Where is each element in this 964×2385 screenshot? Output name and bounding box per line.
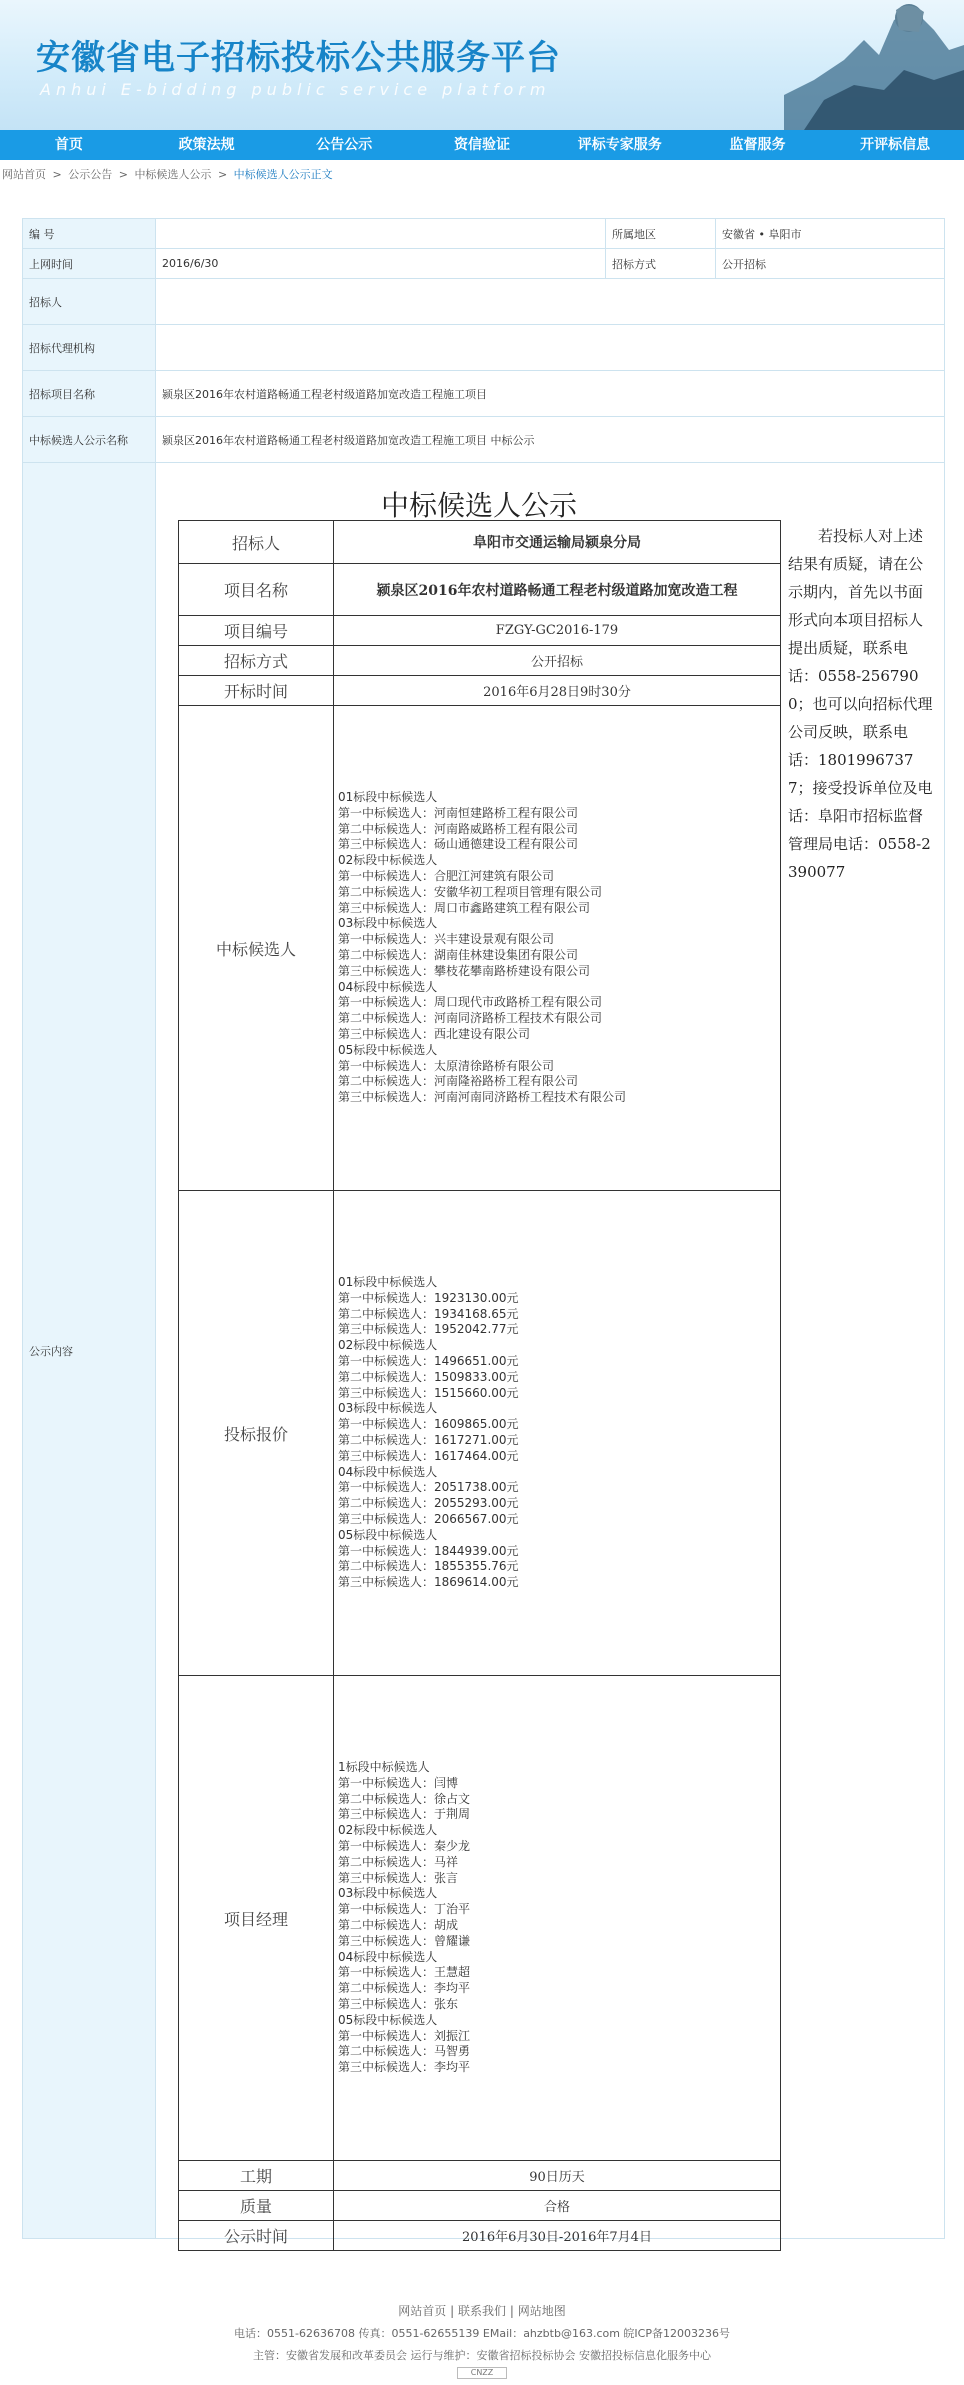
list-line: 第二中标候选人：徐占文 bbox=[338, 1791, 471, 1806]
list-line: 第一中标候选人：2051738.00元 bbox=[338, 1480, 519, 1495]
mountain-banner-image bbox=[784, 0, 964, 130]
footer-links bbox=[0, 2282, 964, 2319]
candidates-row-label: 中标候选人 bbox=[179, 706, 334, 1191]
notice-label: 中标候选人公示名称 bbox=[23, 417, 156, 463]
tenderer-label: 招标人 bbox=[23, 279, 156, 325]
list-line: 第二中标候选人：1934168.65元 bbox=[338, 1306, 519, 1321]
method-label: 招标方式 bbox=[606, 249, 716, 279]
lot-heading: 04标段中标候选人 bbox=[338, 1464, 438, 1479]
lot-heading: 03标段中标候选人 bbox=[338, 1886, 438, 1901]
code-row-value: FZGY-GC2016-179 bbox=[334, 616, 781, 646]
lot-heading: 03标段中标候选人 bbox=[338, 1401, 438, 1416]
stats-badge-icon[interactable]: CNZZ bbox=[457, 2367, 507, 2379]
list-line: 第三中标候选人：1952042.77元 bbox=[338, 1322, 519, 1337]
project-label: 招标项目名称 bbox=[23, 371, 156, 417]
nav-home[interactable]: 首页 bbox=[54, 137, 83, 153]
list-line: 第三中标候选人：2066567.00元 bbox=[338, 1511, 519, 1526]
footer-link-contact[interactable]: 联系我们 bbox=[457, 2304, 506, 2318]
site-subtitle: Anhui E-bidding public service platform bbox=[40, 80, 551, 99]
tenderer-row-value: 阜阳市交通运输局颍泉分局 bbox=[334, 521, 781, 564]
date-value: 2016/6/30 bbox=[156, 249, 606, 279]
nav-credit[interactable]: 资信验证 bbox=[454, 137, 511, 153]
prices-row-label: 投标报价 bbox=[179, 1191, 334, 1676]
project-row-label: 项目名称 bbox=[179, 564, 334, 616]
list-line: 第一中标候选人：1496651.00元 bbox=[338, 1354, 519, 1369]
list-line: 第一中标候选人：王慧超 bbox=[338, 1965, 471, 1980]
nav-experts[interactable]: 评标专家服务 bbox=[577, 137, 662, 153]
list-line: 第二中标候选人：2055293.00元 bbox=[338, 1496, 519, 1511]
lot-heading: 1标段中标候选人 bbox=[338, 1760, 430, 1775]
quality-row-value: 合格 bbox=[334, 2191, 781, 2221]
breadcrumb-sep: > bbox=[52, 168, 62, 181]
list-line: 第二中标候选人：马智勇 bbox=[338, 2044, 471, 2059]
list-line: 第一中标候选人：刘振江 bbox=[338, 2028, 471, 2043]
region-value: 安徽省 • 阜阳市 bbox=[716, 219, 945, 249]
list-line: 第一中标候选人：闫博 bbox=[338, 1775, 459, 1790]
lot-heading: 02标段中标候选人 bbox=[338, 1823, 438, 1838]
number-value bbox=[156, 219, 606, 249]
footer-link-sitemap[interactable]: 网站地图 bbox=[517, 2304, 566, 2318]
list-line: 第三中标候选人：于荆周 bbox=[338, 1807, 471, 1822]
list-line: 第二中标候选人：河南路威路桥工程有限公司 bbox=[338, 821, 579, 836]
list-line: 第二中标候选人：湖南佳林建设集团有限公司 bbox=[338, 948, 579, 962]
nav-bidding-info[interactable]: 开评标信息 bbox=[860, 137, 931, 153]
breadcrumb-sep: > bbox=[217, 168, 228, 181]
list-line: 第三中标候选人：张东 bbox=[338, 1996, 459, 2011]
footer-link-home[interactable]: 网站首页 bbox=[398, 2304, 447, 2318]
list-line: 第二中标候选人：马祥 bbox=[338, 1854, 459, 1869]
quality-row-label: 质量 bbox=[179, 2191, 334, 2221]
lot-heading: 01标段中标候选人 bbox=[338, 1275, 438, 1290]
list-line: 第一中标候选人：兴丰建设景观有限公司 bbox=[338, 932, 555, 947]
managers-list bbox=[334, 1676, 781, 2161]
list-line: 第一中标候选人：合肥江河建筑有限公司 bbox=[338, 869, 555, 884]
candidates-list bbox=[334, 706, 781, 1191]
managers-row-label: 项目经理 bbox=[179, 1676, 334, 2161]
site-header bbox=[0, 0, 964, 130]
region-label: 所属地区 bbox=[606, 219, 716, 249]
content-label: 公示内容 bbox=[23, 463, 156, 2239]
lot-heading: 05标段中标候选人 bbox=[338, 2012, 438, 2027]
list-line: 第一中标候选人：丁治平 bbox=[338, 1902, 471, 1917]
announcement-title: 中标候选人公示 bbox=[380, 489, 577, 522]
footer-sponsor: 主管：安徽省发展和改革委员会 运行与维护：安徽省招标投标协会 安徽招投标信息化服务中心 bbox=[253, 2349, 711, 2362]
list-line: 第一中标候选人：1844939.00元 bbox=[338, 1543, 519, 1558]
breadcrumb-sep: > bbox=[118, 168, 128, 181]
prices-list bbox=[334, 1191, 781, 1676]
project-row-value: 颍泉区2016年农村道路畅通工程老村级道路加宽改造工程 bbox=[334, 564, 781, 616]
list-line: 第三中标候选人：砀山通德建设工程有限公司 bbox=[338, 837, 579, 852]
list-line: 第二中标候选人：1855355.76元 bbox=[338, 1559, 519, 1574]
list-line: 第三中标候选人：河南河南同济路桥工程技术有限公司 bbox=[338, 1090, 627, 1105]
list-line: 第二中标候选人：1509833.00元 bbox=[338, 1369, 519, 1384]
footer-contact: 电话：0551-62636708 传真：0551-62655139 EMail：ahzbtb@163.com 皖ICP备12003236号 bbox=[234, 2327, 730, 2340]
lot-heading: 05标段中标候选人 bbox=[338, 1042, 438, 1057]
list-line: 第二中标候选人：河南同济路桥工程技术有限公司 bbox=[338, 1011, 603, 1026]
site-footer bbox=[0, 2282, 964, 2385]
list-line: 第三中标候选人：李均平 bbox=[338, 2060, 471, 2075]
main-nav bbox=[0, 130, 964, 160]
number-label: 编 号 bbox=[23, 219, 156, 249]
lot-heading: 03标段中标候选人 bbox=[338, 916, 438, 931]
lot-heading: 02标段中标候选人 bbox=[338, 1338, 438, 1353]
lot-heading: 02标段中标候选人 bbox=[338, 853, 438, 868]
site-title: 安徽省电子招标投标公共服务平台 bbox=[36, 38, 561, 78]
code-row-label: 项目编号 bbox=[179, 616, 334, 646]
list-line: 第二中标候选人：河南隆裕路桥工程有限公司 bbox=[338, 1074, 579, 1089]
list-line: 第三中标候选人：攀枝花攀南路桥建设有限公司 bbox=[338, 963, 591, 978]
pubtime-row-label: 公示时间 bbox=[179, 2221, 334, 2251]
opening-row-value: 2016年6月28日9时30分 bbox=[334, 676, 781, 706]
breadcrumb-announcements[interactable]: 公示公告 bbox=[68, 168, 113, 181]
list-line: 第二中标候选人：胡成 bbox=[338, 1918, 459, 1932]
opening-row-label: 开标时间 bbox=[179, 676, 334, 706]
date-label: 上网时间 bbox=[23, 249, 156, 279]
list-line: 第一中标候选人：河南恒建路桥工程有限公司 bbox=[338, 805, 579, 820]
method-row-label: 招标方式 bbox=[179, 646, 334, 676]
list-line: 第一中标候选人：太原清徐路桥有限公司 bbox=[338, 1058, 555, 1073]
lot-heading: 04标段中标候选人 bbox=[338, 979, 438, 994]
notice-value: 颍泉区2016年农村道路畅通工程老村级道路加宽改造工程施工项目 中标公示 bbox=[156, 417, 945, 463]
list-line: 第二中标候选人：安徽华初工程项目管理有限公司 bbox=[338, 884, 603, 899]
list-line: 第二中标候选人：1617271.00元 bbox=[338, 1433, 519, 1447]
breadcrumb-candidates[interactable]: 中标候选人公示 bbox=[134, 168, 212, 181]
complaint-note: 若投标人对上述结果有质疑，请在公示期内，首先以书面形式向本项目招标人提出质疑，联系电话：0558-2567900；也可以向招标代理公司反映，联系电话：18019967377；接受投诉单位及电话：阜阳市招标监督管理局电话：0558-2390077 bbox=[788, 527, 933, 881]
period-row-label: 工期 bbox=[179, 2161, 334, 2191]
list-line: 第一中标候选人：秦少龙 bbox=[338, 1839, 471, 1854]
list-line: 第一中标候选人：1609865.00元 bbox=[338, 1417, 519, 1432]
breadcrumb-home[interactable]: 网站首页 bbox=[2, 168, 46, 181]
footer-sep: | bbox=[450, 2304, 455, 2318]
period-row-value: 90日历天 bbox=[334, 2161, 781, 2191]
pubtime-row-value: 2016年6月30日-2016年7月4日 bbox=[334, 2221, 781, 2251]
list-line: 第三中标候选人：1617464.00元 bbox=[338, 1448, 519, 1463]
list-line: 第三中标候选人：1515660.00元 bbox=[338, 1385, 519, 1400]
footer-sep: | bbox=[509, 2304, 514, 2318]
method-row-value: 公开招标 bbox=[334, 646, 781, 676]
lot-heading: 04标段中标候选人 bbox=[338, 1949, 438, 1964]
list-line: 第一中标候选人：1923130.00元 bbox=[338, 1290, 519, 1305]
list-line: 第三中标候选人：曾耀谦 bbox=[338, 1933, 471, 1948]
tenderer-value bbox=[156, 279, 945, 325]
list-line: 第一中标候选人：周口现代市政路桥工程有限公司 bbox=[338, 995, 603, 1010]
nav-supervision[interactable]: 监督服务 bbox=[729, 137, 786, 153]
agency-label: 招标代理机构 bbox=[23, 325, 156, 371]
announcement-table bbox=[178, 520, 781, 2251]
list-line: 第三中标候选人：周口市鑫路建筑工程有限公司 bbox=[338, 900, 591, 915]
list-line: 第二中标候选人：李均平 bbox=[338, 1981, 471, 1996]
list-line: 第三中标候选人：张言 bbox=[338, 1870, 459, 1885]
method-value: 公开招标 bbox=[716, 249, 945, 279]
lot-heading: 01标段中标候选人 bbox=[338, 790, 438, 805]
project-value: 颍泉区2016年农村道路畅通工程老村级道路加宽改造工程施工项目 bbox=[156, 371, 945, 417]
breadcrumb bbox=[0, 165, 964, 185]
list-line: 第三中标候选人：1869614.00元 bbox=[338, 1575, 519, 1590]
list-line: 第三中标候选人：西北建设有限公司 bbox=[338, 1026, 531, 1041]
tenderer-row-label: 招标人 bbox=[179, 521, 334, 564]
breadcrumb-current: 中标候选人公示正文 bbox=[233, 168, 333, 181]
nav-policy[interactable]: 政策法规 bbox=[178, 137, 235, 153]
nav-announcements[interactable]: 公告公示 bbox=[316, 137, 373, 153]
lot-heading: 05标段中标候选人 bbox=[338, 1527, 438, 1542]
agency-value bbox=[156, 325, 945, 371]
